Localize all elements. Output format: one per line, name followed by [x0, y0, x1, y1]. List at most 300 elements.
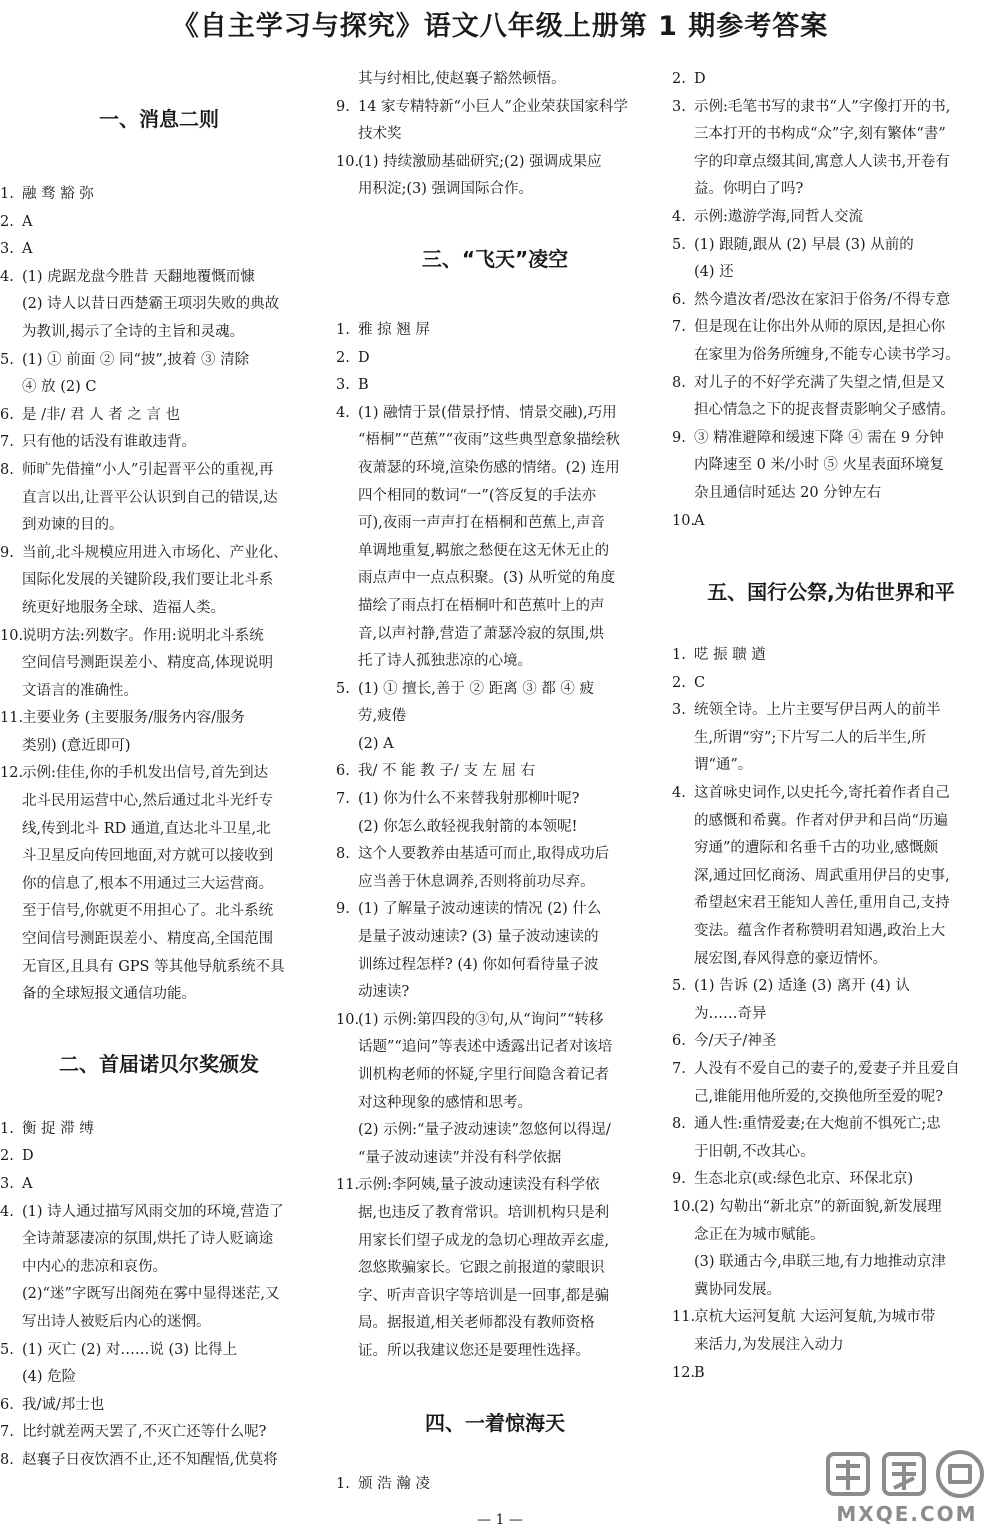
answer-line: (1) 灭亡 (2) 对……说 (3) 比得上: [22, 1341, 238, 1358]
answer-line: (1) 诗人通过描写风雨交加的环境,营造了: [22, 1203, 284, 1220]
answer-line: 局。据报道,相关老师都没有教师资格: [358, 1315, 595, 1332]
answer-line: 我/诚/邦士也: [22, 1396, 105, 1413]
answer-item: [672, 697, 990, 780]
answer-number: 10.: [336, 1011, 360, 1028]
answer-item: [0, 209, 318, 237]
answer-text: [694, 697, 990, 780]
answer-text: [22, 236, 318, 264]
answer-line: (1) ① 前面 ② 同“披”,披着 ③ 清除: [22, 351, 250, 368]
answer-line: 为……奇异: [694, 1005, 767, 1022]
answer-number: 1.: [672, 647, 686, 664]
answer-number: 11.: [0, 710, 24, 727]
answer-item: [0, 236, 318, 264]
answer-line: ④ 放 (2) C: [22, 379, 97, 396]
answer-line: 斗卫星反向传回地面,对方就可以接收到: [22, 848, 274, 865]
section-heading: 一、消息二则: [99, 107, 219, 131]
answer-number: 4.: [336, 404, 350, 421]
answer-text: [22, 705, 318, 760]
answer-line: A: [22, 241, 33, 258]
answer-item: [672, 1056, 990, 1111]
answer-line: 字的印章点缀其间,寓意人人读书,开卷有: [694, 153, 950, 170]
answer-line: (2) 你怎么敢轻视我射箭的本领呢!: [358, 818, 578, 835]
watermark-logo: [822, 1440, 992, 1528]
section-spacer: [336, 204, 654, 246]
answer-line: 雅 掠 翘 屏: [358, 321, 430, 338]
answer-column-3: [672, 66, 990, 1387]
answer-line: (1) 持续激励基础研究;(2) 强调成果应: [358, 153, 602, 170]
answer-text: [694, 204, 990, 232]
answer-text: [22, 347, 318, 402]
answer-line: 主要业务 (主要服务/服务内容/服务: [22, 710, 246, 727]
answer-text: [22, 1419, 318, 1447]
answer-item: [0, 264, 318, 347]
answer-item: [336, 758, 654, 786]
answer-item: [672, 1304, 990, 1359]
answer-text: [694, 508, 990, 536]
answer-line: 北斗民用运营中心,然后通过北斗光纤专: [22, 793, 274, 810]
answer-number: 7.: [0, 434, 14, 451]
answer-column-2: [336, 66, 654, 1498]
answer-text: [358, 1172, 654, 1365]
answer-item: [672, 1360, 990, 1388]
answer-line: 无盲区,且具有 GPS 等其他导航系统不具: [22, 958, 285, 975]
answer-number: 7.: [336, 791, 350, 808]
answer-number: 4.: [0, 1203, 14, 1220]
answer-number: 9.: [336, 98, 350, 115]
answer-line: 训机构老师的怀疑,字里行间隐含着记者: [358, 1067, 610, 1083]
answer-text: [358, 66, 654, 94]
answer-line: (4) 危险: [22, 1369, 77, 1386]
answer-line: 的感慨和希冀。作者对伊尹和吕尚“历遍: [694, 812, 948, 829]
answer-text: [694, 94, 990, 204]
answer-line: 统领全诗。上片主要写伊吕两人的前半: [694, 702, 941, 719]
answer-line: C: [694, 674, 706, 691]
answer-number: 10.: [0, 627, 24, 644]
answer-line: (2)“迷”字既写出阁苑在雾中显得迷茫,又: [22, 1286, 280, 1303]
answer-line: 示例:佳佳,你的手机发出信号,首先到达: [22, 765, 269, 782]
answer-line: 然今遣汝者/恐汝在家汩于俗务/不得专意: [694, 291, 951, 308]
answer-item: [0, 1337, 318, 1392]
answer-number: 9.: [336, 901, 350, 918]
answer-text: [694, 287, 990, 315]
answer-line: 托了诗人孤独悲凉的心境。: [358, 653, 532, 670]
answer-line: (2) 勾勒出“新北京”的新面貌,新发展理: [694, 1198, 942, 1215]
answer-line: 益。你明白了吗?: [694, 181, 804, 198]
answer-line: 京杭大运河复航 大运河复航,为城市带: [694, 1309, 936, 1326]
answer-line: 颁 浩 瀚 凌: [358, 1475, 430, 1492]
answer-number: 2.: [0, 213, 14, 230]
answer-number: 1.: [336, 321, 350, 338]
answer-line: 中内心的悲凉和哀伤。: [22, 1258, 167, 1275]
answer-text: [694, 1304, 990, 1359]
answer-line: 单调地重复,羁旅之愁便在这无休无止的: [358, 542, 610, 559]
answer-number: 2.: [672, 674, 686, 691]
answer-line: 备的全球短报文通信功能。: [22, 986, 196, 1003]
answer-text: [22, 264, 318, 347]
answer-number: 3.: [672, 702, 686, 719]
answer-line: 统更好地服务全球、造福人类。: [22, 599, 225, 616]
answer-line: 空间信号测距误差小、精度高,体现说明: [22, 655, 274, 672]
answer-number: 9.: [672, 1171, 686, 1188]
answer-line: 空间信号测距误差小、精度高,全国范围: [22, 931, 274, 948]
answer-item: [336, 786, 654, 841]
answer-line: 只有他的话没有谁敢违背。: [22, 434, 196, 451]
answer-line: 写出诗人被贬后内心的迷惘。: [22, 1313, 211, 1330]
watermark-logo-icon: [822, 1440, 992, 1504]
answer-item: [336, 841, 654, 896]
answer-text: [22, 402, 318, 430]
answer-item: [0, 402, 318, 430]
answer-line: (1) ① 擅长,善于 ② 距离 ③ 都 ④ 疲: [358, 680, 595, 697]
answer-line: 展宏图,春风得意的豪迈情怀。: [694, 950, 888, 967]
answer-number: 6.: [336, 763, 350, 780]
answer-number: 8.: [672, 374, 686, 391]
answer-line: 我/ 不 能 教 子/ 支 左 屈 右: [358, 763, 536, 780]
answer-item: [672, 780, 990, 973]
answer-line: 示例:遨游学海,同哲人交流: [694, 208, 863, 225]
answer-line: 对儿子的不好学充满了失望之情,但是又: [694, 374, 946, 391]
answer-line: 示例:毛笔书写的隶书“人”字像打开的书,: [694, 98, 951, 115]
answer-number: 8.: [0, 461, 14, 478]
answer-number: 4.: [672, 785, 686, 802]
answer-line: 应当善于休息调养,否则将前功尽弃。: [358, 873, 595, 890]
answer-line: 直言以出,让晋平公认识到自己的错误,达: [22, 489, 278, 506]
answer-item: [0, 1116, 318, 1144]
answer-number: 4.: [0, 268, 14, 285]
section-spacer: [0, 66, 318, 106]
answer-number: 2.: [0, 1148, 14, 1165]
answer-item: [672, 973, 990, 1028]
answer-line: 忽悠欺骗家长。它跟之前报道的蒙眼识: [358, 1260, 605, 1277]
section-spacer: [336, 1437, 654, 1471]
answer-line: (1) 你为什么不来替我射那柳叶呢?: [358, 791, 580, 808]
answer-number: 5.: [672, 978, 686, 995]
answer-text: [22, 209, 318, 237]
answer-text: [22, 1337, 318, 1392]
answer-line: 三本打开的书构成“众”字,刻有繁体“書”: [694, 126, 946, 143]
answer-line: 线,传到北斗 RD 通道,直达北斗卫星,北: [22, 820, 271, 837]
answer-line: 至于信号,你就更不用担心了。北斗系统: [22, 903, 274, 920]
answer-item: [672, 1194, 990, 1304]
answer-text: [694, 642, 990, 670]
answer-item: [672, 1166, 990, 1194]
answer-text: [694, 1166, 990, 1194]
answer-line: 动速读?: [358, 984, 410, 1001]
answer-line: (1) 告诉 (2) 适逢 (3) 离开 (4) 认: [694, 978, 910, 995]
answer-item: [336, 676, 654, 759]
page-number: — 1 —: [477, 1512, 523, 1528]
answer-text: [694, 780, 990, 973]
answer-text: [358, 786, 654, 841]
answer-item: [0, 1171, 318, 1199]
answer-line: 赵襄子日夜饮酒不止,还不知醒悟,优莫将: [22, 1451, 278, 1468]
answer-line: A: [694, 512, 705, 529]
answer-line: 人没有不爱自己的妻子的,爱妻子并且爱自: [694, 1061, 960, 1077]
answer-line: 为教训,揭示了全诗的主旨和灵魂。: [22, 323, 245, 340]
answer-text: [358, 841, 654, 896]
answer-number: 6.: [0, 1396, 14, 1413]
answer-item: [0, 1392, 318, 1420]
answer-text: [694, 1194, 990, 1304]
answer-number: 1.: [336, 1475, 350, 1492]
answer-number: 5.: [0, 351, 14, 368]
answer-item: [672, 1111, 990, 1166]
answer-line: 念正在为城市赋能。: [694, 1226, 825, 1243]
answer-number: 3.: [0, 1176, 14, 1192]
answer-text: [358, 896, 654, 1006]
answer-text: [22, 1199, 318, 1337]
answer-line: 音,以声衬静,营造了萧瑟冷寂的氛围,烘: [358, 625, 604, 642]
answer-line: 生态北京(或:绿色北京、环保北京): [694, 1171, 914, 1188]
answer-text: [358, 372, 654, 400]
section-heading: 四、一着惊海天: [425, 1410, 565, 1435]
answer-item: [672, 94, 990, 204]
answer-number: 5.: [672, 236, 686, 253]
answer-number: 8.: [336, 846, 350, 863]
answer-column-1: [0, 66, 318, 1475]
answer-number: 9.: [672, 429, 686, 446]
answer-item: [672, 425, 990, 508]
answer-line: 劳,疲倦: [358, 708, 407, 725]
answer-line: D: [22, 1148, 34, 1165]
answer-line: 可),夜雨一声声打在梧桐和芭蕉上,声音: [358, 515, 605, 532]
answer-number: 3.: [0, 241, 14, 258]
answer-line: 说明方法:列数字。作用:说明北斗系统: [22, 627, 264, 644]
answer-line: A: [22, 1176, 33, 1192]
answer-line: 这个人要教养由基适可而止,取得成功后: [358, 846, 610, 863]
answer-line: 据,也违反了教育常识。培训机构只是利: [358, 1204, 610, 1221]
answer-item: [0, 623, 318, 706]
answer-item: [336, 1007, 654, 1173]
answer-line: B: [694, 1364, 705, 1381]
answer-text: [22, 540, 318, 623]
answer-line: 融 骛 豁 弥: [22, 186, 94, 202]
answer-number: 12.: [0, 765, 24, 782]
section-spacer: [0, 1078, 318, 1116]
answer-text: [358, 317, 654, 345]
answer-line: 但是现在让你出外从师的原因,是担心你: [694, 319, 946, 336]
answer-line: (2) 诗人以昔日西楚霸王项羽失败的典故: [22, 296, 280, 313]
answer-line: 来活力,为发展注入动力: [694, 1336, 844, 1353]
answer-number: 10.: [336, 153, 360, 170]
answer-line: (1) 示例:第四段的③句,从“询问”“转移: [358, 1011, 604, 1028]
answer-item: [672, 508, 990, 536]
answer-item: [336, 1172, 654, 1365]
answer-text: [358, 400, 654, 676]
answer-line: 内降速至 0 米/小时 ⑤ 火星表面环境复: [694, 457, 945, 474]
answer-line: 描绘了雨点打在梧桐叶和芭蕉叶上的声: [358, 597, 605, 614]
answer-line: 杂且通信时延达 20 分钟左右: [694, 484, 882, 501]
answer-number: 4.: [672, 208, 686, 225]
answer-number: 8.: [672, 1116, 686, 1133]
answer-number: 6.: [672, 291, 686, 308]
answer-item: [0, 705, 318, 760]
answer-item: [0, 181, 318, 209]
answer-line: 字、听声音识字等培训是一回事,都是骗: [358, 1287, 610, 1304]
answer-line: 谓“通”。: [694, 757, 753, 774]
answer-item: [672, 232, 990, 287]
answer-item: [0, 540, 318, 623]
answer-line: 四个相同的数词“一”(答反复的手法亦: [358, 487, 596, 504]
answer-line: D: [358, 349, 370, 366]
answer-item: [336, 94, 654, 149]
watermark-text: MXQE.COM: [836, 1502, 978, 1526]
answer-item: [672, 370, 990, 425]
answer-line: (3) 联通古今,串联三地,有力地推动京津: [694, 1254, 946, 1271]
answer-text: [22, 1392, 318, 1420]
section-spacer: [336, 1366, 654, 1410]
answer-line: 到劝谏的目的。: [22, 517, 124, 534]
answer-line: 证。所以我建议您还是要理性选择。: [358, 1342, 590, 1359]
answer-item: [0, 347, 318, 402]
answer-text: [22, 1116, 318, 1144]
answer-line: (4) 还: [694, 264, 734, 281]
answer-number: 7.: [0, 1424, 14, 1441]
answer-line: 穷通”的遭际和名垂千古的功业,感慨颇: [694, 840, 939, 857]
answer-line: “梧桐”“芭蕉”“夜雨”这些典型意象描绘秋: [358, 432, 620, 449]
answer-line: (2) A: [358, 735, 394, 752]
answer-line: 通人性:重情爱妻;在大炮前不惧死亡;忠: [694, 1116, 941, 1133]
answer-text: [694, 232, 990, 287]
answer-line: 用积淀;(3) 强调国际合作。: [358, 181, 534, 198]
answer-line: 夜萧瑟的环境,渲染伤感的情绪。(2) 连用: [358, 459, 620, 476]
answer-item: [0, 457, 318, 540]
section-spacer: [336, 273, 654, 317]
answer-line: 文语言的准确性。: [22, 682, 138, 699]
answer-line: 其与纣相比,使赵襄子豁然顿悟。: [358, 71, 566, 87]
answer-line: (1) 虎踞龙盘今胜昔 天翻地覆慨而慷: [22, 268, 255, 285]
answer-item: [672, 1028, 990, 1056]
answer-item: [672, 287, 990, 315]
answer-line: (2) 示例:“量子波动速读”忽悠何以得逞/: [358, 1122, 611, 1139]
answer-number: [336, 66, 358, 94]
answer-line: 变法。蕴含作者称赞明君知遇,政治上大: [694, 923, 946, 940]
answer-text: [694, 425, 990, 508]
answer-number: 2.: [336, 349, 350, 366]
answer-line: 担心情急之下的捉丧督责影响父子感情。: [694, 402, 955, 419]
answer-item: [336, 345, 654, 373]
answer-number: 11.: [672, 1309, 696, 1326]
answer-number: 7.: [672, 319, 686, 336]
answer-text: [22, 457, 318, 540]
answer-line: A: [22, 213, 33, 230]
answer-text: [694, 973, 990, 1028]
answer-item: [672, 642, 990, 670]
answer-text: [22, 623, 318, 706]
answer-text: [22, 1447, 318, 1475]
section-spacer: [0, 133, 318, 181]
answer-item: [336, 317, 654, 345]
section-spacer: [672, 606, 990, 642]
answer-line: 你的信息了,根本不用通过三大运营商。: [22, 875, 274, 892]
answer-item: [336, 149, 654, 204]
answer-number: 5.: [336, 680, 350, 697]
answer-line: 生,所谓“穷”;下片写二人的后半生,所: [694, 729, 926, 746]
answer-text: [22, 1143, 318, 1171]
answer-number: 7.: [672, 1061, 686, 1077]
answer-number: 1.: [0, 186, 14, 202]
answer-item: [0, 1199, 318, 1337]
answer-text: [694, 670, 990, 698]
answer-line: 衡 捉 滞 缚: [22, 1120, 94, 1137]
answer-item: [336, 372, 654, 400]
answer-line: 示例:李阿姨,量子波动速读没有科学依: [358, 1177, 600, 1194]
answer-text: [694, 66, 990, 94]
answer-text: [358, 758, 654, 786]
answer-number: 10.: [672, 1198, 696, 1215]
answer-number: 3.: [672, 98, 686, 115]
answer-text: [694, 1360, 990, 1388]
answer-text: [694, 314, 990, 369]
answer-text: [694, 1028, 990, 1056]
answer-line: (1) 融情于景(借景抒情、情景交融),巧用: [358, 404, 617, 421]
answer-line: ③ 精准避障和缓速下降 ④ 需在 9 分钟: [694, 429, 944, 446]
answer-line: 在家里为俗务所缠身,不能专心读书学习。: [694, 346, 960, 363]
answer-line: 训练过程怎样? (4) 你如何看待量子波: [358, 956, 599, 973]
answer-number: 6.: [0, 406, 14, 423]
answer-number: 1.: [0, 1120, 14, 1137]
answer-line: 今/天子/神圣: [694, 1033, 777, 1050]
page-title: 《自主学习与探究》语文八年级上册第 1 期参考答案: [171, 11, 829, 42]
answer-line: 雨点声中一点点积聚。(3) 从听觉的角度: [358, 570, 616, 587]
answer-number: 9.: [0, 544, 14, 561]
answer-text: [358, 1007, 654, 1173]
answer-line: 是量子波动速读? (3) 量子波动速读的: [358, 929, 599, 946]
answer-line: 冀协同发展。: [694, 1281, 781, 1298]
answer-line: “量子波动速读”并没有科学依据: [358, 1149, 562, 1166]
answer-line: 师旷先借撞“小人”引起晋平公的重视,再: [22, 461, 274, 478]
answer-text: [694, 1111, 990, 1166]
section-spacer: [672, 535, 990, 579]
section-spacer: [0, 1009, 318, 1051]
answer-item: [672, 314, 990, 369]
answer-item: [0, 1419, 318, 1447]
answer-number: 2.: [672, 71, 686, 87]
answer-line: 对这种现象的感情和思考。: [358, 1094, 532, 1111]
answer-number: 6.: [672, 1033, 686, 1050]
answer-item: [672, 670, 990, 698]
answer-number: 8.: [0, 1451, 14, 1468]
answer-line: 当前,北斗规模应用进入市场化、产业化、: [22, 544, 288, 561]
answer-item: [336, 66, 654, 94]
answer-item: [0, 760, 318, 1008]
answer-text: [694, 370, 990, 425]
answer-line: B: [358, 377, 369, 394]
answer-text: [22, 181, 318, 209]
answer-item: [336, 1471, 654, 1499]
answer-item: [672, 204, 990, 232]
answer-line: 14 家专精特新“小巨人”企业荣获国家科学: [358, 98, 628, 115]
answer-line: 己,谁能用他所爱的,交换他所至爱的呢?: [694, 1088, 943, 1105]
answer-text: [358, 149, 654, 204]
section-heading: 五、国行公祭,为佑世界和平: [707, 580, 955, 605]
answer-text: [358, 1471, 654, 1499]
answer-line: 技术奖: [358, 126, 402, 143]
answer-line: 类别) (意近即可): [22, 737, 131, 754]
answer-text: [22, 760, 318, 1008]
answer-line: (1) 了解量子波动速读的情况 (2) 什么: [358, 901, 602, 918]
answer-number: 11.: [336, 1177, 360, 1194]
answer-text: [358, 94, 654, 149]
answer-line: D: [694, 71, 706, 87]
answer-line: 用家长们望子成龙的急切心理故弄玄虚,: [358, 1232, 610, 1249]
answer-number: 3.: [336, 377, 350, 394]
answer-line: 呓 振 聩 遒: [694, 647, 766, 664]
section-heading: 三、“飞天”凌空: [421, 246, 569, 271]
answer-line: 话题”“追问”等表述中透露出记者对该培: [358, 1039, 613, 1056]
answer-line: 希望赵宋君王能知人善任,重用自己,支持: [694, 895, 950, 912]
answer-line: 于旧朝,不改其心。: [694, 1143, 815, 1160]
